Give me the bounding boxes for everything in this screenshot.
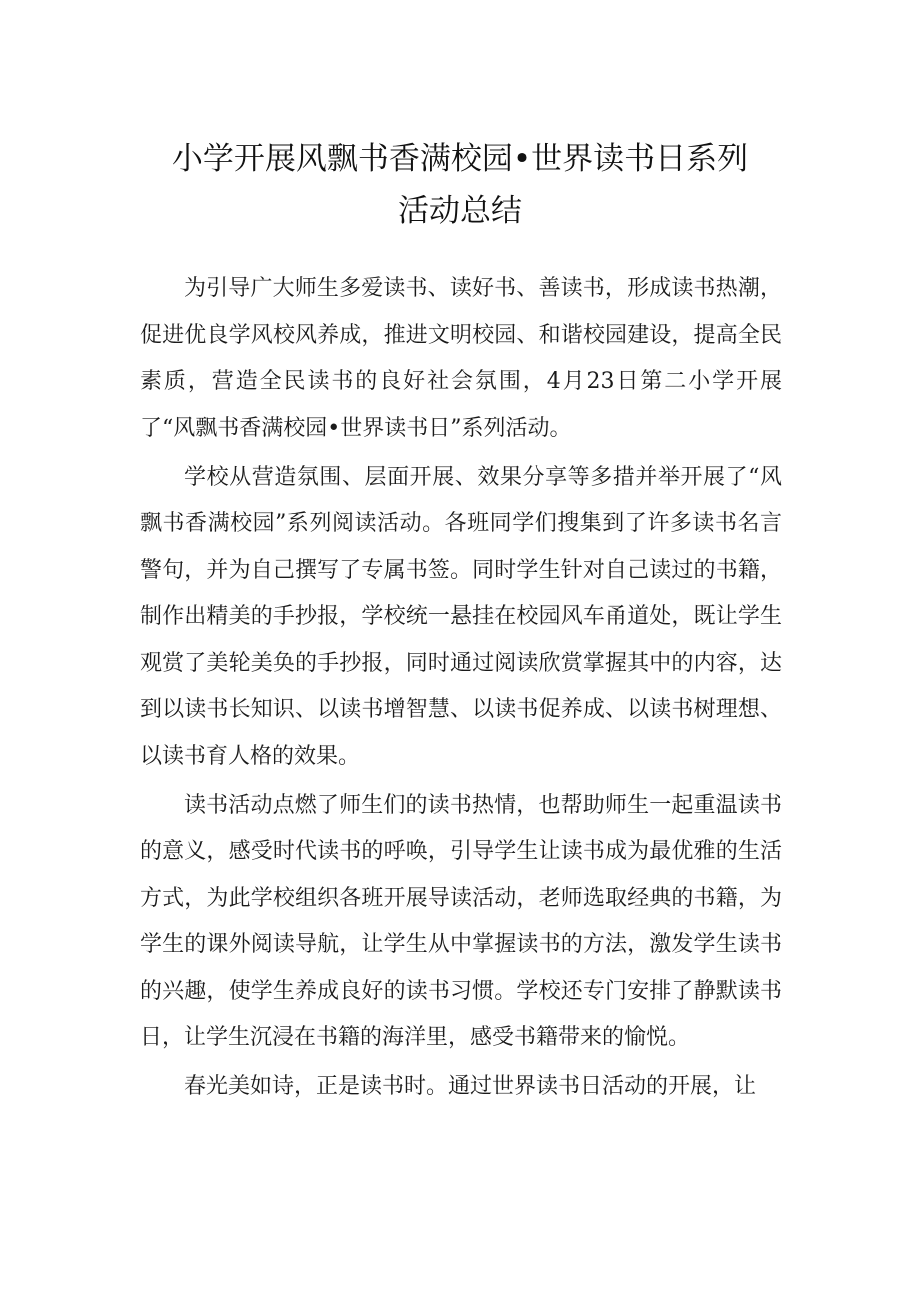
title-line-2: 活动总结 xyxy=(398,193,522,229)
paragraph-2: 学校从营造氛围、层面开展、效果分享等多措并举开展了“风飘书香满校园”系列阅读活动。各班同学们搜集到了许多读书名言警句，并为自己撰写了专属书签。同时学生针对自己读过的书籍，制作出精美的手抄报，学校统一悬挂在校园风车甬道处，既让学生观赏了美轮美奂的手抄报，同时通过阅读欣赏掌握其中的内容，达到以读书长知识、以读书增智慧、以读书促养成、以读书树理想、以读书育人格的效果。 xyxy=(140,464,782,769)
paragraph-4: 春光美如诗，正是读书时。通过世界读书日活动的开展，让 xyxy=(184,1074,757,1099)
paragraph-3: 读书活动点燃了师生们的读书热情，也帮助师生一起重温读书的意义，感受时代读书的呼唤，引导学生让读书成为最优雅的生活方式，为此学校组织各班开展导读活动，老师选取经典的书籍，为学生的课外阅读导航，让学生从中掌握读书的方法，激发学生读书的兴趣，使学生养成良好的读书习惯。学校还专门安排了静默读书日，让学生沉浸在书籍的海洋里，感受书籍带来的愉悦。 xyxy=(140,792,782,1050)
document-body xyxy=(140,266,782,1113)
paragraph-1: 为引导广大师生多爱读书、读好书、善读书，形成读书热潮，促进优良学风校风养成，推进文明校园、和谐校园建设，提高全民素质，营造全民读书的良好社会氛围，4月23日第二小学开展了“风飘书香满校园•世界读书日”系列活动。 xyxy=(140,276,782,441)
document-title xyxy=(130,133,790,237)
title-line-1: 小学开展风飘书香满校园•世界读书日系列 xyxy=(171,141,749,177)
